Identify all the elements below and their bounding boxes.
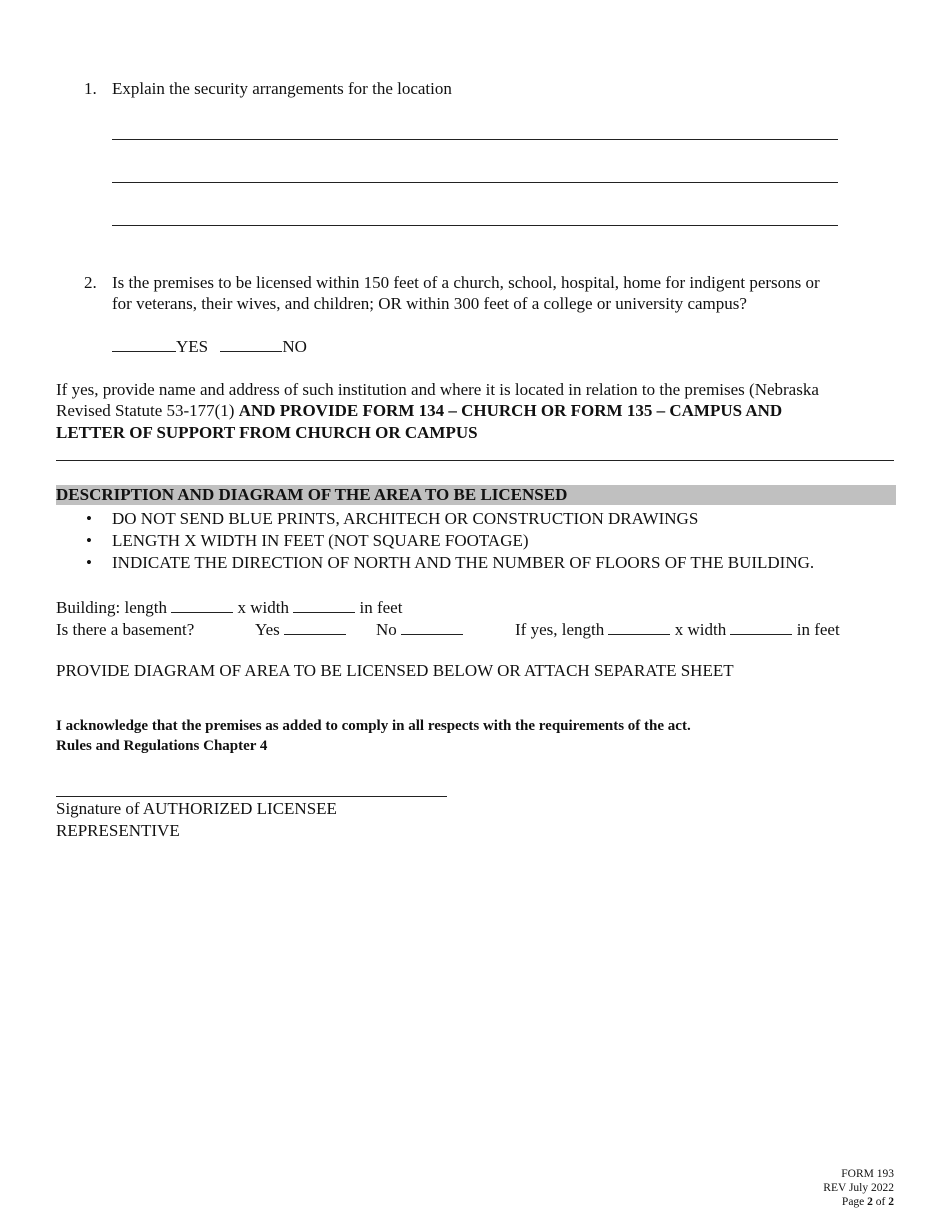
building-units-label: in feet: [359, 598, 403, 617]
basement-yes-label: Yes: [255, 620, 280, 639]
question-1-number: 1.: [84, 79, 97, 98]
form-number: FORM 193: [841, 1168, 894, 1180]
bullet-icon: •: [86, 509, 92, 528]
building-length-label: Building: length: [56, 598, 167, 617]
basement-width-label: x width: [674, 620, 727, 639]
if-yes-line-1: If yes, provide name and address of such institution and where it is located in relation to the premises (Nebraska: [56, 380, 819, 399]
signature-line[interactable]: [56, 796, 447, 797]
institution-answer-line[interactable]: [56, 460, 894, 461]
yes-label: YES: [176, 337, 209, 356]
answer-line-1[interactable]: [112, 139, 838, 140]
question-2-number: 2.: [84, 273, 97, 292]
basement-units-label: in feet: [796, 620, 840, 639]
basement-no-label: No: [376, 620, 397, 639]
question-2-line-1: Is the premises to be licensed within 150 feet of a church, school, hospital, home for indigent persons or: [112, 273, 820, 292]
basement-length-field[interactable]: [608, 633, 670, 635]
question-1-text: Explain the security arrangements for the location: [112, 79, 452, 98]
form-revision: REV July 2022: [823, 1182, 894, 1194]
acknowledgement-line-2: Rules and Regulations Chapter 4: [56, 738, 268, 754]
bullet-icon: •: [86, 531, 92, 550]
no-label: NO: [282, 337, 307, 356]
form-footer: [823, 1167, 894, 1209]
if-yes-line-2: [56, 400, 782, 422]
answer-line-2[interactable]: [112, 182, 838, 183]
bullet-icon: •: [86, 553, 92, 572]
page-number: Page 2 of 2: [841, 1196, 894, 1208]
answer-line-3[interactable]: [112, 225, 838, 226]
basement-yes-group: [255, 619, 346, 641]
basement-question: Is there a basement?: [56, 620, 195, 639]
diagram-instruction: PROVIDE DIAGRAM OF AREA TO BE LICENSED BELOW OR ATTACH SEPARATE SHEET: [56, 661, 734, 680]
building-width-field[interactable]: [293, 611, 355, 613]
basement-no-field[interactable]: [401, 633, 463, 635]
signature-label-line-2: REPRESENTIVE: [56, 821, 180, 840]
yes-blank[interactable]: [112, 350, 176, 352]
if-yes-line-3: LETTER OF SUPPORT FROM CHURCH OR CAMPUS: [56, 423, 478, 442]
basement-yes-field[interactable]: [284, 633, 346, 635]
description-section-header: DESCRIPTION AND DIAGRAM OF THE AREA TO BE LICENSED: [56, 485, 896, 505]
list-item: • INDICATE THE DIRECTION OF NORTH AND THE NUMBER OF FLOORS OF THE BUILDING.: [86, 553, 815, 572]
yes-no-row: [112, 336, 307, 358]
list-item: • LENGTH X WIDTH IN FEET (NOT SQUARE FOOTAGE): [86, 531, 529, 550]
question-2-line-2: for veterans, their wives, and children; OR within 300 feet of a college or university campus?: [112, 294, 747, 313]
building-length-field[interactable]: [171, 611, 233, 613]
no-blank[interactable]: [220, 350, 282, 352]
signature-label-line-1: Signature of AUTHORIZED LICENSEE: [56, 799, 337, 818]
basement-no-group: [376, 619, 463, 641]
acknowledgement-line-1: I acknowledge that the premises as added to comply in all respects with the requirements of the act.: [56, 718, 691, 734]
description-bullet-list: [56, 508, 814, 574]
basement-dimensions-group: [515, 619, 840, 641]
statute-reference: Revised Statute 53-177(1): [56, 401, 239, 420]
basement-length-label: If yes, length: [515, 620, 605, 639]
list-item: • DO NOT SEND BLUE PRINTS, ARCHITECH OR CONSTRUCTION DRAWINGS: [86, 509, 699, 528]
building-width-label: x width: [237, 598, 289, 617]
building-dimensions-row: [56, 597, 402, 619]
provide-form-instruction: AND PROVIDE FORM 134 – CHURCH OR FORM 135 – CAMPUS AND: [238, 401, 783, 420]
basement-width-field[interactable]: [730, 633, 792, 635]
